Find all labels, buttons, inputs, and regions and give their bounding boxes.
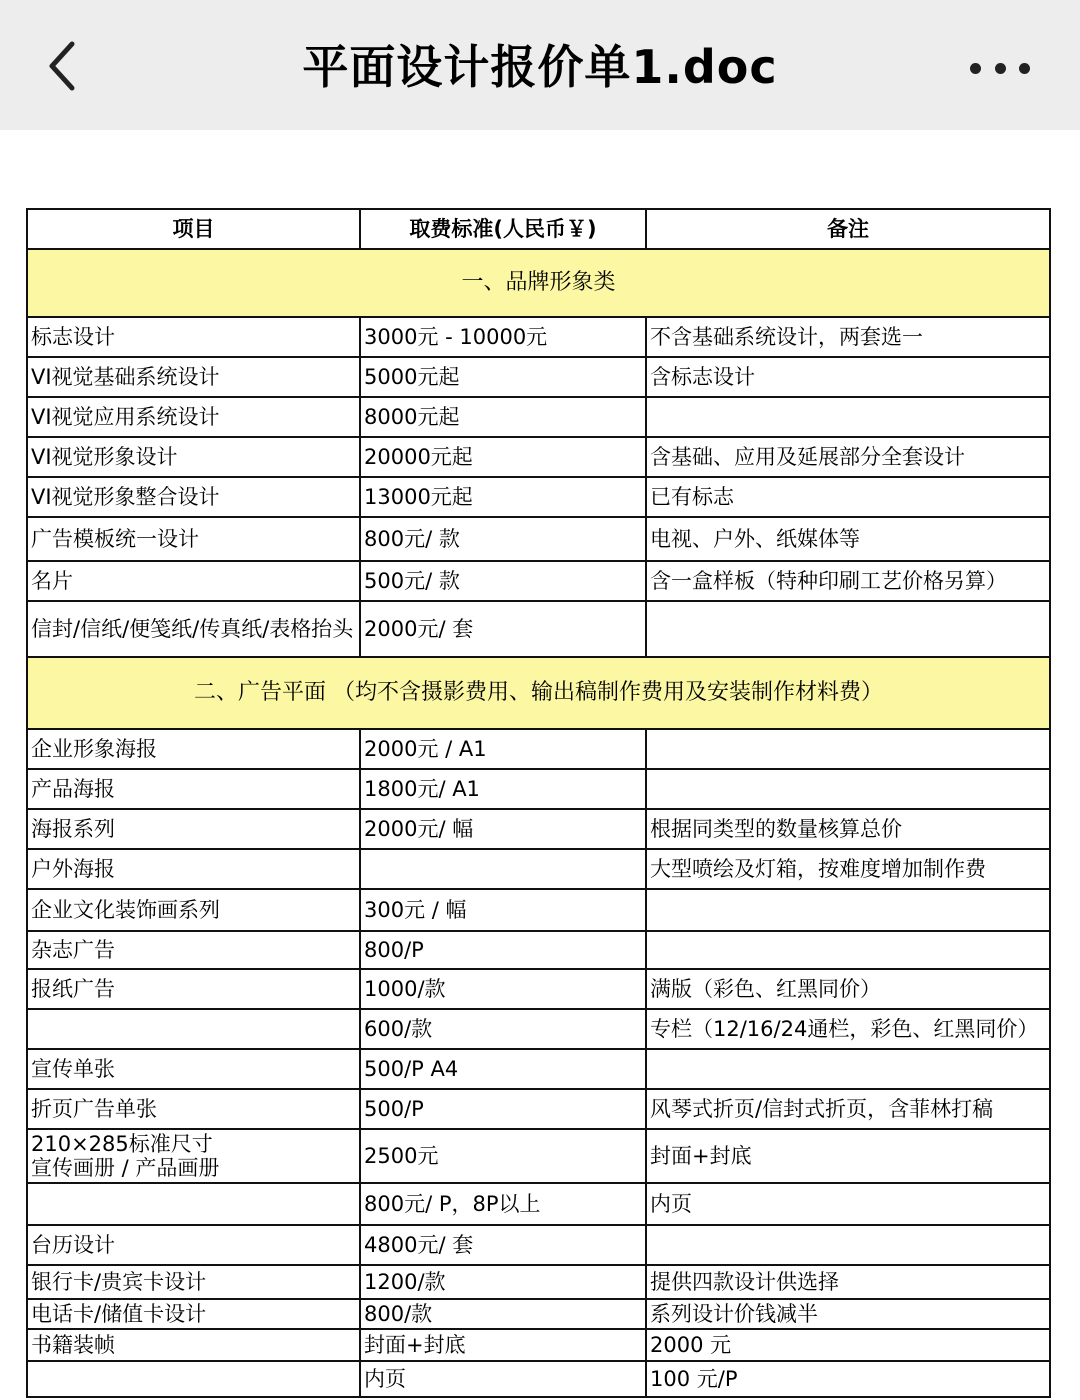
column-header: 备注 (646, 209, 1050, 249)
document-title: 平面设计报价单1.doc (302, 40, 778, 94)
table-row (27, 729, 1050, 769)
table-row (27, 317, 1050, 357)
item-cell: 企业形象海报 (27, 729, 360, 769)
item-cell: 企业文化装饰画系列 (27, 889, 360, 931)
price-cell: 600/款 (360, 1009, 646, 1049)
item-cell: 信封/信纸/便笺纸/传真纸/表格抬头 (27, 601, 360, 657)
table-row (27, 1299, 1050, 1329)
note-cell (646, 397, 1050, 437)
price-cell: 8000元起 (360, 397, 646, 437)
table-row (27, 1361, 1050, 1397)
column-header: 项目 (27, 209, 360, 249)
item-cell: VI视觉应用系统设计 (27, 397, 360, 437)
price-cell: 2000元/ 套 (360, 601, 646, 657)
item-cell: 折页广告单张 (27, 1089, 360, 1129)
table-row (27, 769, 1050, 809)
note-cell: 提供四款设计供选择 (646, 1265, 1050, 1299)
table-row (27, 397, 1050, 437)
price-cell: 2500元 (360, 1129, 646, 1183)
item-cell: VI视觉形象整合设计 (27, 477, 360, 517)
table-row (27, 561, 1050, 601)
note-cell: 系列设计价钱减半 (646, 1299, 1050, 1329)
price-cell (360, 849, 646, 889)
price-cell: 500/P (360, 1089, 646, 1129)
note-cell: 已有标志 (646, 477, 1050, 517)
table-row (27, 477, 1050, 517)
price-cell: 1800元/ A1 (360, 769, 646, 809)
top-bar (0, 0, 1080, 130)
table-row (27, 1089, 1050, 1129)
price-cell: 封面+封底 (360, 1329, 646, 1361)
note-cell: 大型喷绘及灯箱，按难度增加制作费 (646, 849, 1050, 889)
table-row (27, 1049, 1050, 1089)
table-row (27, 1265, 1050, 1299)
table-row (27, 517, 1050, 561)
price-cell: 1200/款 (360, 1265, 646, 1299)
price-cell: 1000/款 (360, 969, 646, 1009)
item-cell: 报纸广告 (27, 969, 360, 1009)
table-row (27, 809, 1050, 849)
note-cell: 100 元/P (646, 1361, 1050, 1397)
column-header: 取费标准(人民币￥) (360, 209, 646, 249)
price-cell: 800元/ 款 (360, 517, 646, 561)
note-cell: 含标志设计 (646, 357, 1050, 397)
note-cell: 不含基础系统设计，两套选一 (646, 317, 1050, 357)
table-row (27, 931, 1050, 969)
section-header-row (27, 249, 1050, 317)
item-cell: VI视觉基础系统设计 (27, 357, 360, 397)
price-cell: 800/P (360, 931, 646, 969)
note-cell (646, 729, 1050, 769)
note-cell (646, 931, 1050, 969)
price-cell: 800元/ P，8P以上 (360, 1183, 646, 1225)
price-cell: 800/款 (360, 1299, 646, 1329)
price-cell: 500/P A4 (360, 1049, 646, 1089)
item-cell: VI视觉形象设计 (27, 437, 360, 477)
note-cell: 2000 元 (646, 1329, 1050, 1361)
price-cell: 5000元起 (360, 357, 646, 397)
note-cell: 专栏（12/16/24通栏，彩色、红黑同价） (646, 1009, 1050, 1049)
item-cell (27, 1361, 360, 1397)
more-horizontal-icon[interactable] (970, 60, 1030, 76)
table-row (27, 969, 1050, 1009)
table-row (27, 849, 1050, 889)
table-row (27, 1129, 1050, 1183)
note-cell: 封面+封底 (646, 1129, 1050, 1183)
price-cell: 内页 (360, 1361, 646, 1397)
note-cell (646, 1049, 1050, 1089)
table-row (27, 889, 1050, 931)
price-cell: 4800元/ 套 (360, 1225, 646, 1265)
table-row (27, 437, 1050, 477)
item-cell: 台历设计 (27, 1225, 360, 1265)
note-cell: 内页 (646, 1183, 1050, 1225)
note-cell (646, 889, 1050, 931)
note-cell: 电视、户外、纸媒体等 (646, 517, 1050, 561)
price-cell: 2000元 / A1 (360, 729, 646, 769)
note-cell (646, 769, 1050, 809)
note-cell (646, 1225, 1050, 1265)
item-cell: 名片 (27, 561, 360, 601)
section-header-row (27, 657, 1050, 729)
note-cell (646, 601, 1050, 657)
table-row (27, 601, 1050, 657)
price-cell: 2000元/ 幅 (360, 809, 646, 849)
item-cell (27, 1183, 360, 1225)
table-row (27, 1225, 1050, 1265)
table-row (27, 1183, 1050, 1225)
price-cell: 300元 / 幅 (360, 889, 646, 931)
price-cell: 13000元起 (360, 477, 646, 517)
note-cell: 根据同类型的数量核算总价 (646, 809, 1050, 849)
note-cell: 含基础、应用及延展部分全套设计 (646, 437, 1050, 477)
item-cell (27, 1009, 360, 1049)
item-cell: 户外海报 (27, 849, 360, 889)
price-cell: 20000元起 (360, 437, 646, 477)
item-cell: 电话卡/储值卡设计 (27, 1299, 360, 1329)
item-cell: 宣传单张 (27, 1049, 360, 1089)
note-cell: 含一盒样板（特种印刷工艺价格另算） (646, 561, 1050, 601)
section-title: 一、品牌形象类 (27, 249, 1050, 317)
item-cell: 产品海报 (27, 769, 360, 809)
table-row (27, 357, 1050, 397)
section-title: 二、广告平面 （均不含摄影费用、输出稿制作费用及安装制作材料费） (27, 657, 1050, 729)
item-cell: 广告模板统一设计 (27, 517, 360, 561)
price-table (26, 208, 1051, 1398)
item-cell: 杂志广告 (27, 931, 360, 969)
note-cell: 满版（彩色、红黑同价） (646, 969, 1050, 1009)
price-cell: 500元/ 款 (360, 561, 646, 601)
item-cell: 标志设计 (27, 317, 360, 357)
note-cell: 风琴式折页/信封式折页，含菲林打稿 (646, 1089, 1050, 1129)
table-row (27, 1329, 1050, 1361)
table-header-row (27, 209, 1050, 249)
item-cell: 银行卡/贵宾卡设计 (27, 1265, 360, 1299)
item-cell: 海报系列 (27, 809, 360, 849)
item-cell: 210×285标准尺寸 宣传画册 / 产品画册 (27, 1129, 360, 1183)
table-row (27, 1009, 1050, 1049)
price-cell: 3000元 - 10000元 (360, 317, 646, 357)
item-cell: 书籍装帧 (27, 1329, 360, 1361)
